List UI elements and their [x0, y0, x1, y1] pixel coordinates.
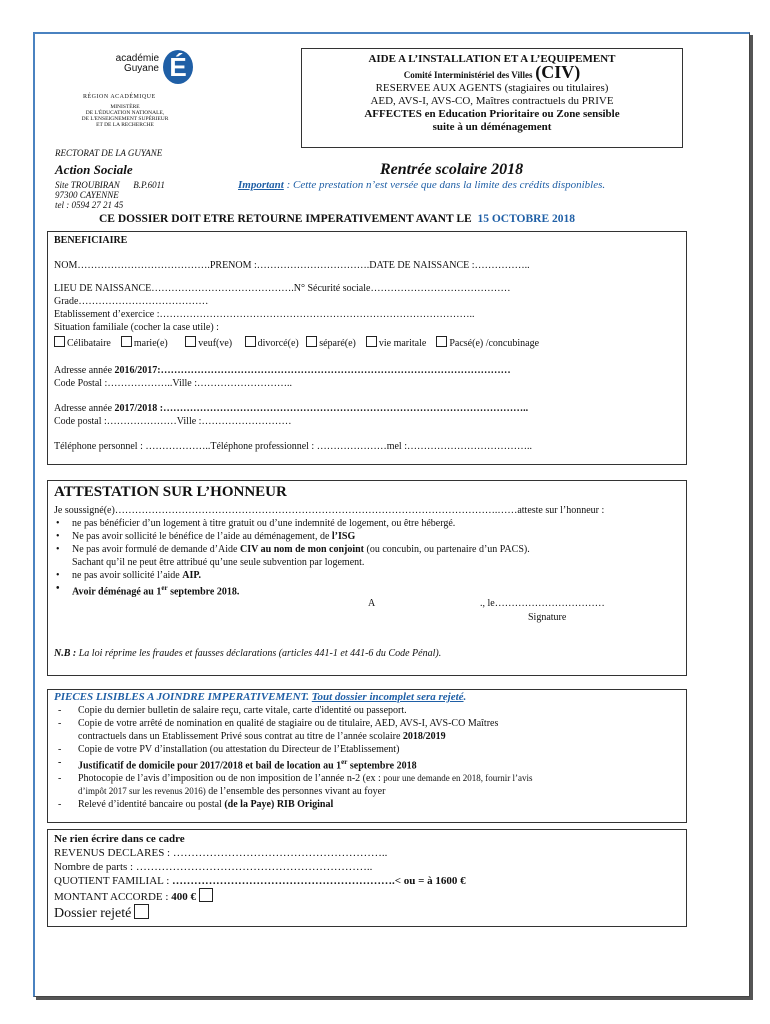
lieu-a-field[interactable]: A — [368, 598, 376, 609]
checkbox[interactable] — [54, 336, 65, 347]
signature-label: Signature — [528, 612, 567, 623]
montant-checkbox[interactable] — [199, 888, 213, 902]
nb-note — [54, 647, 441, 660]
attestation-text: ne pas bénéficier d’un logement à titre gratuit ou d’une indemnité de logement, ou être hébergé. — [72, 518, 456, 529]
piece-bold: (de la Paye) RIB Original — [224, 799, 334, 811]
attestation-bold: CIV au nom de mon conjoint — [240, 544, 364, 555]
checkbox[interactable] — [121, 336, 132, 347]
header-agents: AED, AVS-I, AVS-CO, Maîtres contractuels du PRIVE — [370, 95, 614, 107]
address-block — [55, 180, 165, 210]
logo-e-icon: É — [163, 50, 193, 84]
piece-small: pour une demande en 2018, fournir l’avis — [383, 773, 533, 784]
adresse-2-year: 2017/2018 : — [114, 403, 164, 414]
address-tel: tel : 0594 27 21 45 — [55, 200, 124, 210]
beneficiaire-box — [47, 231, 687, 465]
attestation-item — [54, 569, 680, 582]
logo-ministere — [75, 104, 175, 128]
parts-field[interactable]: Nombre de parts : ……………………………………………………….. — [54, 861, 373, 873]
address-bp: B.P.6011 — [133, 180, 165, 190]
adresse-2-dots: ……………………………………………………………………………………………….. — [163, 403, 529, 414]
option-label: séparé(e) — [319, 338, 356, 349]
montant-field — [54, 888, 680, 904]
checkbox[interactable] — [306, 336, 317, 347]
piece-item — [54, 756, 680, 772]
rejete-checkbox[interactable] — [134, 904, 149, 919]
option-label: marie(e) — [133, 338, 168, 349]
adresse-2-field[interactable] — [54, 402, 680, 415]
logo-ministere-line: DE L'ENSEIGNEMENT SUPÉRIEUR — [81, 116, 169, 122]
piece-text: contractuels dans un Etablissement Privé sous contrat au titre de l’année scolaire — [78, 731, 403, 742]
piece-text: Copie de votre PV d’installation (ou attestation du Directeur de l’Etablissement) — [78, 744, 400, 755]
logo-ministere-line: ET DE LA RECHERCHE — [96, 122, 154, 128]
option-label: vie maritale — [378, 338, 427, 349]
etablissement-field[interactable]: Etablissement d’exercice :………………………………………………………………………………….. — [54, 309, 475, 320]
rejete-label: Dossier rejeté — [54, 906, 132, 921]
attestation-text: septembre 2018. — [167, 586, 240, 598]
piece-bold: 2018/2019 — [402, 731, 446, 742]
header-civ-line — [302, 62, 682, 82]
header-civ: (CIV) — [535, 62, 581, 82]
attestation-text: Ne pas avoir formulé de demande d’Aide — [72, 544, 240, 555]
logo-academie: académie — [115, 53, 159, 64]
header-comite: Comité Interministériel des Villes — [403, 70, 533, 80]
piece-text: de l’ensemble des personnes vivant au foyer — [205, 786, 386, 798]
date-le-field[interactable]: ., le…………………………… — [480, 598, 605, 609]
attestation-item — [54, 582, 680, 598]
logo-guyane: Guyane — [123, 63, 159, 74]
piece-text: Relevé d’identité bancaire ou postal — [78, 799, 225, 811]
logo-region: RÉGION ACADÉMIQUE — [83, 94, 156, 100]
checkbox[interactable] — [245, 336, 256, 347]
deadline-line — [99, 213, 575, 225]
piece-item — [54, 798, 680, 811]
rejete-field — [54, 904, 680, 922]
pieces-title — [54, 691, 680, 704]
piece-text: Copie de votre arrêté de nomination en qualité de stagiaire ou de titulaire, AED, AVS-I, AVS-CO Maîtres — [78, 718, 499, 729]
option-separe[interactable] — [306, 338, 356, 349]
rentree-title: Rentrée scolaire 2018 — [380, 161, 524, 178]
important-note — [238, 179, 605, 191]
header-reserve: RESERVEE AUX AGENTS (stagiaires ou titulaires) — [375, 82, 609, 94]
attestation-bold: AIP. — [182, 570, 202, 581]
form-page — [33, 32, 750, 997]
revenus-field[interactable]: REVENUS DECLARES : ………………………………………………….. — [54, 847, 388, 859]
attestation-item — [54, 543, 680, 569]
option-celibataire[interactable] — [54, 338, 111, 349]
option-label: Pacsé(e) /concubinage — [449, 338, 540, 349]
logo-wordmark — [115, 54, 159, 74]
checkbox[interactable] — [185, 336, 196, 347]
logo-ministere-line: DE L'ÉDUCATION NATIONALE, — [85, 110, 165, 116]
adresse-1-field[interactable] — [54, 364, 680, 377]
attestation-bold: l’ISG — [331, 531, 356, 542]
code-postal-2-field[interactable]: Code postal :…………………Ville :……………………… — [54, 416, 292, 427]
pieces-title-a: PIECES LISIBLES A JOINDRE IMPERATIVEMENT. — [54, 691, 310, 703]
piece-small: d’impôt 2017 sur les revenus 2016) — [78, 786, 206, 797]
quotient-value: …………………………………………………….< ou = à 1600 € — [172, 875, 466, 887]
option-pacse[interactable] — [436, 338, 539, 349]
situation-options — [54, 336, 680, 350]
nom-field[interactable]: NOM………………………………….PRENOM :…………………………….DATE DE NAISSANCE :…………….. — [54, 260, 530, 271]
address-site: Site TROUBIRAN — [55, 180, 120, 190]
admin-title: Ne rien écrire dans ce cadre — [54, 833, 185, 845]
attestation-title: ATTESTATION SUR L’HONNEUR — [54, 484, 287, 500]
piece-text: septembre 2018 — [347, 760, 417, 772]
action-sociale-label: Action Sociale — [55, 162, 133, 177]
header-box — [301, 48, 683, 148]
option-marie[interactable] — [121, 338, 168, 349]
attestation-text: Sachant qu’il ne peut être attribué qu’une seule subvention par logement. — [72, 557, 365, 568]
montant-value: 400 € — [171, 891, 196, 903]
attestation-text: Ne pas avoir sollicité le bénéfice de l’aide au déménagement, de — [72, 531, 332, 542]
pieces-title-c: . — [463, 691, 467, 703]
important-text: : Cette prestation n’est versée que dans la limite des crédits disponibles. — [283, 179, 606, 191]
lieu-naissance-field[interactable]: LIEU DE NAISSANCE…………………………………….N° Sécurité sociale…………………………………… — [54, 283, 511, 294]
option-label: veuf(ve) — [198, 338, 233, 349]
header-demenagement: suite à un déménagement — [432, 121, 552, 133]
attestation-sup: er — [161, 584, 168, 592]
attestation-box — [47, 480, 687, 676]
pieces-list — [54, 704, 680, 811]
adresse-1-year: 2016/2017: — [114, 365, 161, 376]
pieces-box — [47, 689, 687, 823]
option-label: divorcé(e) — [257, 338, 299, 349]
option-vie-maritale[interactable] — [366, 338, 426, 349]
piece-text: Copie du dernier bulletin de salaire reçu, carte vitale, carte d'identité ou passeport. — [78, 705, 407, 716]
piece-item — [54, 772, 680, 798]
grade-field[interactable]: Grade………………………………… — [54, 296, 209, 307]
montant-label: MONTANT ACCORDE : — [54, 891, 172, 903]
attestation-list — [54, 517, 680, 598]
piece-sup: er — [341, 758, 348, 766]
code-postal-1-field[interactable]: Code Postal :………………..Ville :……………………….. — [54, 378, 293, 389]
piece-item — [54, 704, 680, 717]
piece-item — [54, 717, 680, 743]
pieces-title-b: Tout dossier incomplet sera rejeté — [311, 691, 464, 703]
admin-box — [47, 829, 687, 927]
attestation-text: (ou concubin, ou partenaire d’un PACS). — [364, 544, 530, 555]
option-divorce[interactable] — [245, 338, 299, 349]
nb-label: N.B : — [54, 648, 77, 659]
header-title: AIDE A L’INSTALLATION ET A L’EQUIPEMENT — [368, 53, 616, 65]
important-label: Important — [238, 179, 284, 191]
checkbox[interactable] — [436, 336, 447, 347]
checkbox[interactable] — [366, 336, 377, 347]
adresse-1-dots: …………………………………………………………………………………………… — [160, 365, 511, 376]
soussigne-field[interactable]: Je soussigné(e)…………………………………………………………………………………………………….……atteste sur l’honneur : — [54, 505, 605, 516]
adresse-1-label: Adresse année — [54, 365, 113, 376]
option-label: Célibataire — [67, 338, 111, 349]
attestation-text: ne pas avoir sollicité l’aide — [72, 570, 183, 581]
attestation-text: Avoir déménagé au 1 — [72, 586, 162, 598]
attestation-item — [54, 530, 680, 543]
attestation-item — [54, 517, 680, 530]
quotient-label: QUOTIENT FAMILIAL : — [54, 875, 173, 887]
nb-text: La loi réprime les fraudes et fausses déclarations (articles 441-1 et 441-6 du Code Pénal). — [76, 648, 442, 659]
rectorat-label: RECTORAT DE LA GUYANE — [55, 148, 163, 158]
option-veuf[interactable] — [185, 338, 232, 349]
telephone-field[interactable]: Téléphone personnel : ………………..Téléphone professionnel : …………………mel :……………………………….. — [54, 441, 532, 452]
piece-text: Photocopie de l’avis d’imposition ou de non imposition de l’année n-2 (ex : — [78, 773, 384, 785]
beneficiaire-title: BENEFICIAIRE — [54, 235, 128, 246]
quotient-field[interactable] — [54, 874, 680, 888]
deadline-text: CE DOSSIER DOIT ETRE RETOURNE IMPERATIVEMENT AVANT LE — [99, 213, 472, 225]
piece-text: Justificatif de domicile pour 2017/2018 et bail de location au 1 — [78, 760, 342, 772]
situation-label: Situation familiale (cocher la case utile) : — [54, 322, 219, 333]
piece-item — [54, 743, 680, 756]
adresse-2-label: Adresse année — [54, 403, 113, 414]
header-affectes: AFFECTES en Education Prioritaire ou Zone sensible — [364, 108, 620, 120]
address-city: 97300 CAYENNE — [55, 190, 119, 200]
deadline-date: 15 OCTOBRE 2018 — [477, 213, 575, 225]
logo-ministere-line: MINISTÈRE — [110, 104, 140, 110]
